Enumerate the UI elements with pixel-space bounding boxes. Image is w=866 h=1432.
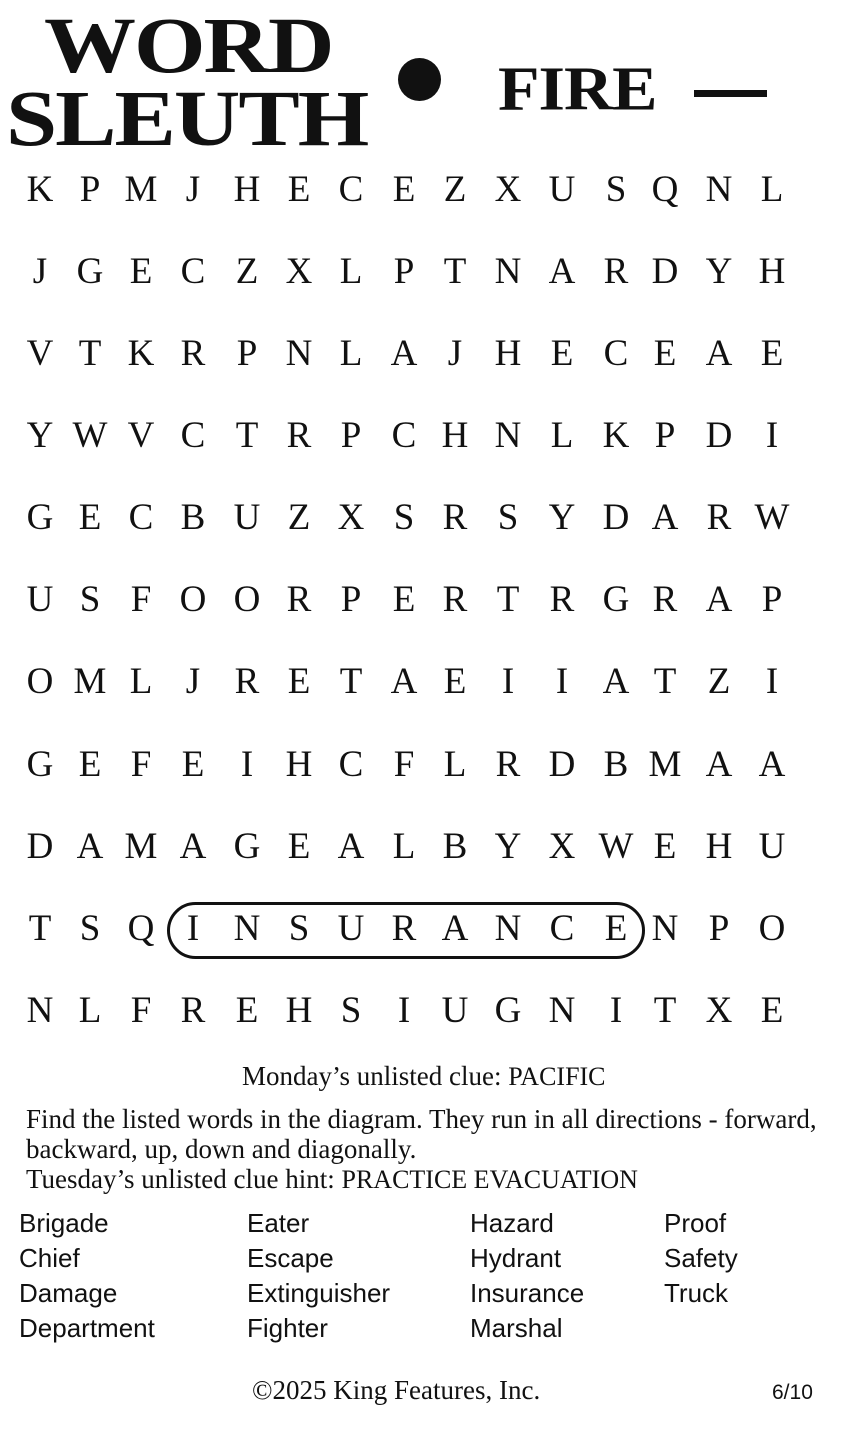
grid-letter: C	[180, 251, 206, 292]
word-list-item: Proof	[664, 1208, 727, 1238]
grid-letter: L	[392, 826, 416, 867]
puzzle-date: 6/10	[772, 1381, 813, 1404]
tuesday-clue-value: PRACTICE EVACUATION	[341, 1165, 638, 1194]
grid-letter: E	[287, 169, 311, 210]
grid-letter: N	[285, 333, 313, 374]
grid-letter: O	[179, 579, 207, 620]
grid-letter: L	[443, 744, 467, 785]
grid-letter: H	[285, 990, 313, 1031]
instructions: Find the listed words in the diagram. They run in all directions - forward, backward, up, down and diagonally.	[26, 1104, 817, 1164]
grid-letter: I	[765, 415, 779, 456]
grid-letter: Y	[548, 497, 576, 538]
grid-letter: Q	[651, 169, 679, 210]
word-list-column	[470, 1206, 584, 1346]
word-list-item: Damage	[19, 1278, 118, 1308]
grid-letter: R	[180, 333, 206, 374]
grid-letter: Y	[705, 251, 733, 292]
word-list-item: Hydrant	[470, 1243, 562, 1273]
grid-letter: E	[760, 333, 784, 374]
grid-letter: H	[758, 251, 786, 292]
grid-letter: T	[235, 415, 259, 456]
grid-letter: E	[181, 744, 205, 785]
grid-letter: O	[26, 661, 54, 702]
grid-letter: E	[653, 333, 677, 374]
grid-letter: E	[392, 169, 416, 210]
title-sleuth-line: SLEUTH	[6, 74, 368, 163]
grid-letter: D	[651, 251, 679, 292]
word-list-column	[19, 1206, 155, 1346]
grid-letter: A	[337, 826, 365, 867]
grid-letter: O	[233, 579, 261, 620]
monday-clue	[242, 1061, 606, 1092]
grid-letter: D	[548, 744, 576, 785]
grid-letter: A	[390, 333, 418, 374]
grid-letter: A	[76, 826, 104, 867]
grid-letter: T	[339, 661, 363, 702]
word-list-item: Brigade	[19, 1208, 109, 1238]
word-list-item: Marshal	[470, 1313, 563, 1343]
grid-letter: N	[494, 251, 522, 292]
grid-letter: L	[550, 415, 574, 456]
grid-letter: E	[129, 251, 153, 292]
grid-letter: A	[705, 333, 733, 374]
grid-letter: A	[705, 744, 733, 785]
word-list-item: Fighter	[247, 1313, 328, 1343]
grid-letter: N	[548, 990, 576, 1031]
grid-letter: M	[648, 744, 682, 785]
grid-letter: B	[442, 826, 468, 867]
grid-letter: X	[494, 169, 522, 210]
word-list-item: Chief	[19, 1243, 80, 1273]
grid-letter: E	[78, 497, 102, 538]
grid-letter: U	[26, 579, 54, 620]
grid-letter: A	[548, 251, 576, 292]
grid-letter: E	[287, 661, 311, 702]
grid-letter: E	[78, 744, 102, 785]
grid-letter: F	[130, 990, 152, 1031]
grid-letter: U	[758, 826, 786, 867]
tuesday-clue	[26, 1164, 638, 1195]
grid-letter: G	[233, 826, 261, 867]
grid-letter: E	[604, 908, 628, 949]
word-list-item: Hazard	[470, 1208, 554, 1238]
grid-letter: I	[555, 661, 569, 702]
grid-letter: T	[653, 661, 677, 702]
title-word-line: WORD	[44, 1, 333, 90]
tuesday-clue-label: Tuesday’s unlisted clue hint:	[26, 1164, 335, 1194]
grid-letter: W	[72, 415, 108, 456]
grid-letter: L	[760, 169, 784, 210]
grid-letter: Z	[287, 497, 311, 538]
grid-letter: Z	[707, 661, 731, 702]
grid-letter: N	[26, 990, 54, 1031]
grid-letter: U	[337, 908, 365, 949]
grid-letter: J	[185, 169, 201, 210]
grid-letter: V	[26, 333, 54, 374]
word-list-column	[247, 1206, 390, 1346]
grid-letter: L	[339, 251, 363, 292]
monday-clue-label: Monday’s unlisted clue:	[242, 1061, 502, 1091]
grid-letter: D	[26, 826, 54, 867]
grid-letter: S	[79, 908, 101, 949]
grid-letter: E	[550, 333, 574, 374]
grid-letter: A	[441, 908, 469, 949]
grid-letter: H	[441, 415, 469, 456]
grid-letter: R	[234, 661, 260, 702]
word-list-item: Eater	[247, 1208, 310, 1238]
grid-letter: P	[340, 579, 362, 620]
grid-letter: U	[441, 990, 469, 1031]
grid-letter: R	[706, 497, 732, 538]
grid-letter: Y	[26, 415, 54, 456]
grid-letter: W	[754, 497, 790, 538]
grid-letter: C	[338, 744, 364, 785]
grid-letter: A	[651, 497, 679, 538]
grid-letter: P	[236, 333, 258, 374]
grid-letter: P	[79, 169, 101, 210]
grid-letter: T	[443, 251, 467, 292]
grid-letter: X	[705, 990, 733, 1031]
grid-letter: T	[28, 908, 52, 949]
grid-letter: N	[494, 415, 522, 456]
grid-letter: H	[494, 333, 522, 374]
grid-letter: C	[391, 415, 417, 456]
grid-letter: A	[390, 661, 418, 702]
grid-letter: K	[127, 333, 155, 374]
grid-letter: P	[654, 415, 676, 456]
grid-letter: X	[548, 826, 576, 867]
grid-letter: R	[391, 908, 417, 949]
grid-letter: A	[758, 744, 786, 785]
word-list-item: Insurance	[470, 1278, 585, 1308]
grid-letter: J	[185, 661, 201, 702]
grid-letter: E	[392, 579, 416, 620]
grid-letter: J	[32, 251, 48, 292]
grid-letter: W	[598, 826, 634, 867]
grid-letter: H	[705, 826, 733, 867]
grid-letter: Q	[127, 908, 155, 949]
grid-letter: I	[397, 990, 411, 1031]
grid-letter: A	[705, 579, 733, 620]
grid-letter: U	[548, 169, 576, 210]
grid-letter: Z	[443, 169, 467, 210]
grid-letter: R	[442, 579, 468, 620]
grid-letter: P	[393, 251, 415, 292]
word-list-item: Escape	[247, 1243, 334, 1273]
grid-letter: Y	[494, 826, 522, 867]
word-list-column	[664, 1206, 738, 1311]
grid-letter: R	[549, 579, 575, 620]
word-list-item: Extinguisher	[247, 1278, 391, 1308]
grid-letter: S	[605, 169, 627, 210]
grid-letter: G	[602, 579, 630, 620]
grid-letter: D	[705, 415, 733, 456]
grid-letter: I	[186, 908, 200, 949]
grid-letter: S	[393, 497, 415, 538]
grid-letter: R	[442, 497, 468, 538]
grid-letter: B	[180, 497, 206, 538]
grid-letter: T	[496, 579, 520, 620]
grid-letter: C	[128, 497, 154, 538]
grid-letter: F	[130, 579, 152, 620]
word-list-item: Department	[19, 1313, 155, 1343]
grid-letter: R	[603, 251, 629, 292]
grid-letter: E	[760, 990, 784, 1031]
grid-letter: E	[287, 826, 311, 867]
grid-letter: C	[603, 333, 629, 374]
grid-letter: T	[653, 990, 677, 1031]
grid-letter: G	[494, 990, 522, 1031]
word-list-item: Safety	[664, 1243, 738, 1273]
grid-letter: S	[79, 579, 101, 620]
grid-letter: C	[338, 169, 364, 210]
grid-letter: M	[124, 169, 158, 210]
grid-letter: K	[602, 415, 630, 456]
grid-letter: E	[235, 990, 259, 1031]
grid-letter: M	[124, 826, 158, 867]
grid-letter: I	[240, 744, 254, 785]
grid-letter: N	[233, 908, 261, 949]
grid-letter: S	[497, 497, 519, 538]
grid-letter: X	[337, 497, 365, 538]
grid-letter: S	[340, 990, 362, 1031]
grid-letter: E	[443, 661, 467, 702]
monday-clue-value: PACIFIC	[508, 1062, 606, 1091]
grid-letter: P	[340, 415, 362, 456]
grid-letter: H	[285, 744, 313, 785]
grid-letter: N	[705, 169, 733, 210]
grid-letter: C	[549, 908, 575, 949]
grid-letter: I	[765, 661, 779, 702]
grid-letter: M	[73, 661, 107, 702]
grid-letter: N	[494, 908, 522, 949]
copyright-notice: ©2025 King Features, Inc.	[252, 1375, 541, 1405]
grid-letter: X	[285, 251, 313, 292]
grid-letter: K	[26, 169, 54, 210]
grid-letter: C	[180, 415, 206, 456]
grid-letter: S	[288, 908, 310, 949]
grid-letter: A	[179, 826, 207, 867]
grid-letter: V	[127, 415, 155, 456]
grid-letter: F	[130, 744, 152, 785]
grid-letter: L	[129, 661, 153, 702]
grid-letter: L	[78, 990, 102, 1031]
grid-letter: I	[609, 990, 623, 1031]
grid-letter: G	[76, 251, 104, 292]
grid-letter: E	[653, 826, 677, 867]
grid-letter: A	[602, 661, 630, 702]
grid-letter: T	[78, 333, 102, 374]
grid-letter: B	[603, 744, 629, 785]
grid-letter: U	[233, 497, 261, 538]
grid-letter: R	[495, 744, 521, 785]
grid-letter: J	[447, 333, 463, 374]
grid-letter: D	[602, 497, 630, 538]
grid-letter: R	[286, 579, 312, 620]
grid-letter: L	[339, 333, 363, 374]
grid-letter: R	[286, 415, 312, 456]
grid-letter: G	[26, 744, 54, 785]
grid-letter: R	[652, 579, 678, 620]
grid-letter: I	[501, 661, 515, 702]
grid-letter: G	[26, 497, 54, 538]
grid-letter: H	[233, 169, 261, 210]
puzzle-topic: FIRE	[498, 53, 657, 124]
grid-letter: N	[651, 908, 679, 949]
grid-letter: O	[758, 908, 786, 949]
grid-letter: F	[393, 744, 415, 785]
grid-letter: P	[761, 579, 783, 620]
grid-letter: P	[708, 908, 730, 949]
word-list-item: Truck	[664, 1278, 729, 1308]
grid-letter: Z	[235, 251, 259, 292]
grid-letter: R	[180, 990, 206, 1031]
